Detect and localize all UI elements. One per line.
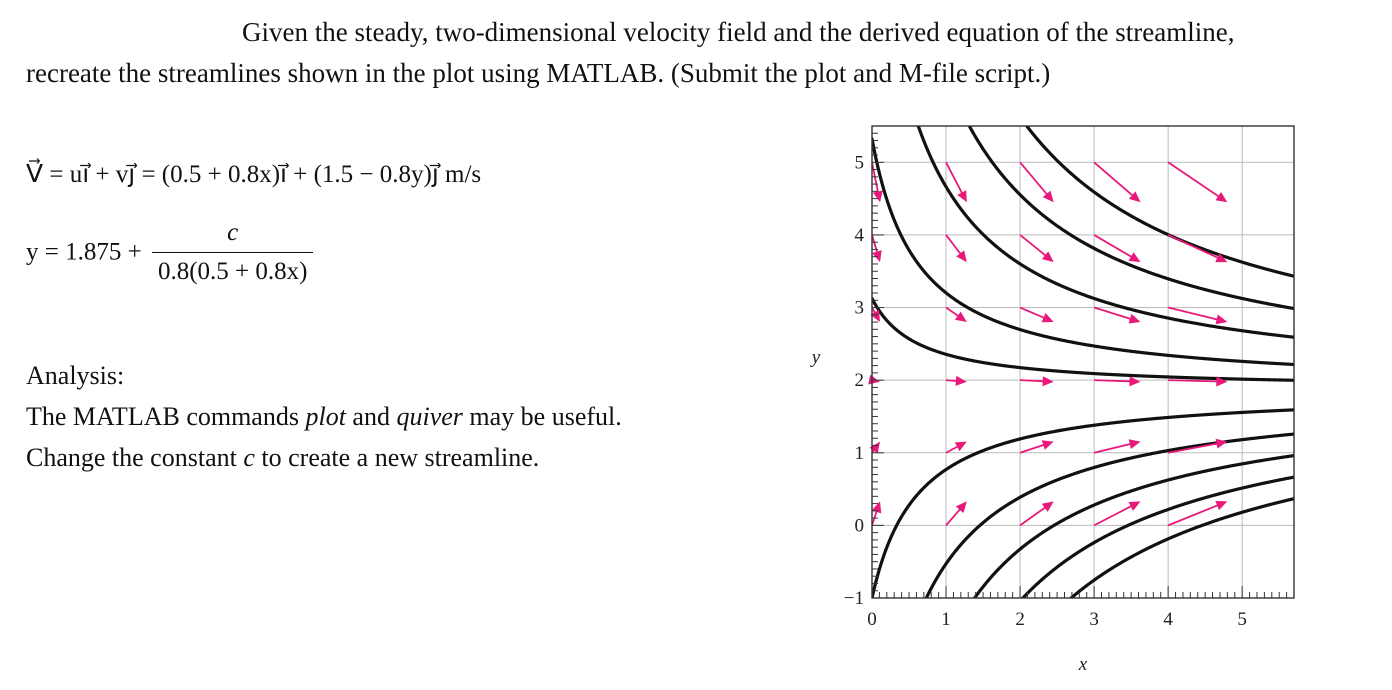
y-tick-label: 0: [854, 515, 864, 537]
velocity-arrow: [1020, 501, 1054, 525]
velocity-arrow: [868, 375, 880, 385]
streamline-series: [999, 477, 1294, 626]
velocity-arrow: [1020, 376, 1054, 386]
problem-line-1: Given the steady, two-dimensional velocity field and the derived equation of the streamline,: [242, 17, 1235, 47]
velocity-arrow: [1094, 376, 1140, 386]
velocity-arrow: [1020, 308, 1054, 323]
streamline-series: [872, 298, 1294, 380]
velocity-arrows: [868, 162, 1227, 525]
velocity-arrow: [946, 162, 967, 202]
analysis-text: The MATLAB commands: [26, 402, 306, 431]
fraction-denominator: 0.8(0.5 + 0.8x): [157, 258, 308, 285]
fraction-numerator: c: [152, 218, 314, 253]
analysis-text: to create a new streamline.: [254, 443, 540, 472]
velocity-arrow: [870, 442, 880, 454]
analysis-section: [26, 355, 622, 478]
y-tick-label: 1: [854, 442, 864, 464]
y-tick-label: −1: [843, 588, 864, 609]
x-tick-label: 0: [867, 609, 877, 630]
y-tick-label: 5: [854, 152, 864, 174]
problem-statement: [26, 12, 1386, 94]
velocity-arrow: [1168, 235, 1227, 262]
plot-command: plot: [305, 402, 346, 431]
velocity-arrow: [946, 235, 967, 262]
y-axis-label: y: [811, 347, 821, 368]
analysis-heading: Analysis:: [26, 361, 125, 390]
quiver-command: quiver: [396, 402, 463, 431]
streamline-lhs: y = 1.875 +: [26, 238, 142, 266]
velocity-arrow: [872, 235, 882, 262]
velocity-arrow: [946, 308, 967, 322]
velocity-arrow: [946, 376, 967, 386]
velocity-arrow: [946, 442, 967, 453]
analysis-text: and: [345, 402, 397, 431]
x-tick-label: 5: [1237, 609, 1247, 630]
velocity-arrow: [1168, 501, 1227, 526]
velocity-arrow: [1020, 440, 1054, 452]
velocity-arrow: [946, 501, 967, 525]
velocity-arrow: [1168, 308, 1227, 325]
y-tick-label: 3: [854, 297, 864, 319]
x-axis-label: x: [1078, 654, 1088, 675]
streamline-chart: [790, 115, 1350, 680]
streamline-series: [872, 410, 1294, 598]
velocity-equation: V⃗ = ui⃗ + vj⃗ = (0.5 + 0.8x)i⃗ + (1.5 − 0.8y)j⃗ m/s: [26, 161, 482, 188]
analysis-text: Change the constant: [26, 443, 244, 472]
x-tick-label: 2: [1015, 609, 1025, 630]
analysis-line-1: [26, 396, 622, 437]
problem-line-2: recreate the streamlines shown in the plot using MATLAB. (Submit the plot and M-file script.): [26, 58, 1051, 88]
x-tick-label: 4: [1163, 609, 1173, 630]
analysis-text: may be useful.: [462, 402, 622, 431]
y-tick-label: 2: [854, 370, 864, 392]
constant-c: c: [243, 443, 255, 472]
x-tick-label: 3: [1089, 609, 1099, 630]
streamline-fraction: [152, 218, 314, 287]
streamline-series: [999, 115, 1294, 276]
streamline-series: [957, 456, 1294, 626]
velocity-arrow: [1094, 439, 1140, 452]
y-tick-label: 4: [854, 224, 864, 246]
analysis-line-2: [26, 437, 622, 478]
velocity-arrow: [872, 501, 881, 525]
streamline-equation: [26, 218, 313, 287]
streamlines: [872, 115, 1294, 627]
x-tick-label: 1: [941, 609, 951, 630]
velocity-arrow: [1020, 162, 1054, 202]
velocity-arrow: [1168, 162, 1227, 202]
velocity-arrow: [1020, 235, 1054, 262]
